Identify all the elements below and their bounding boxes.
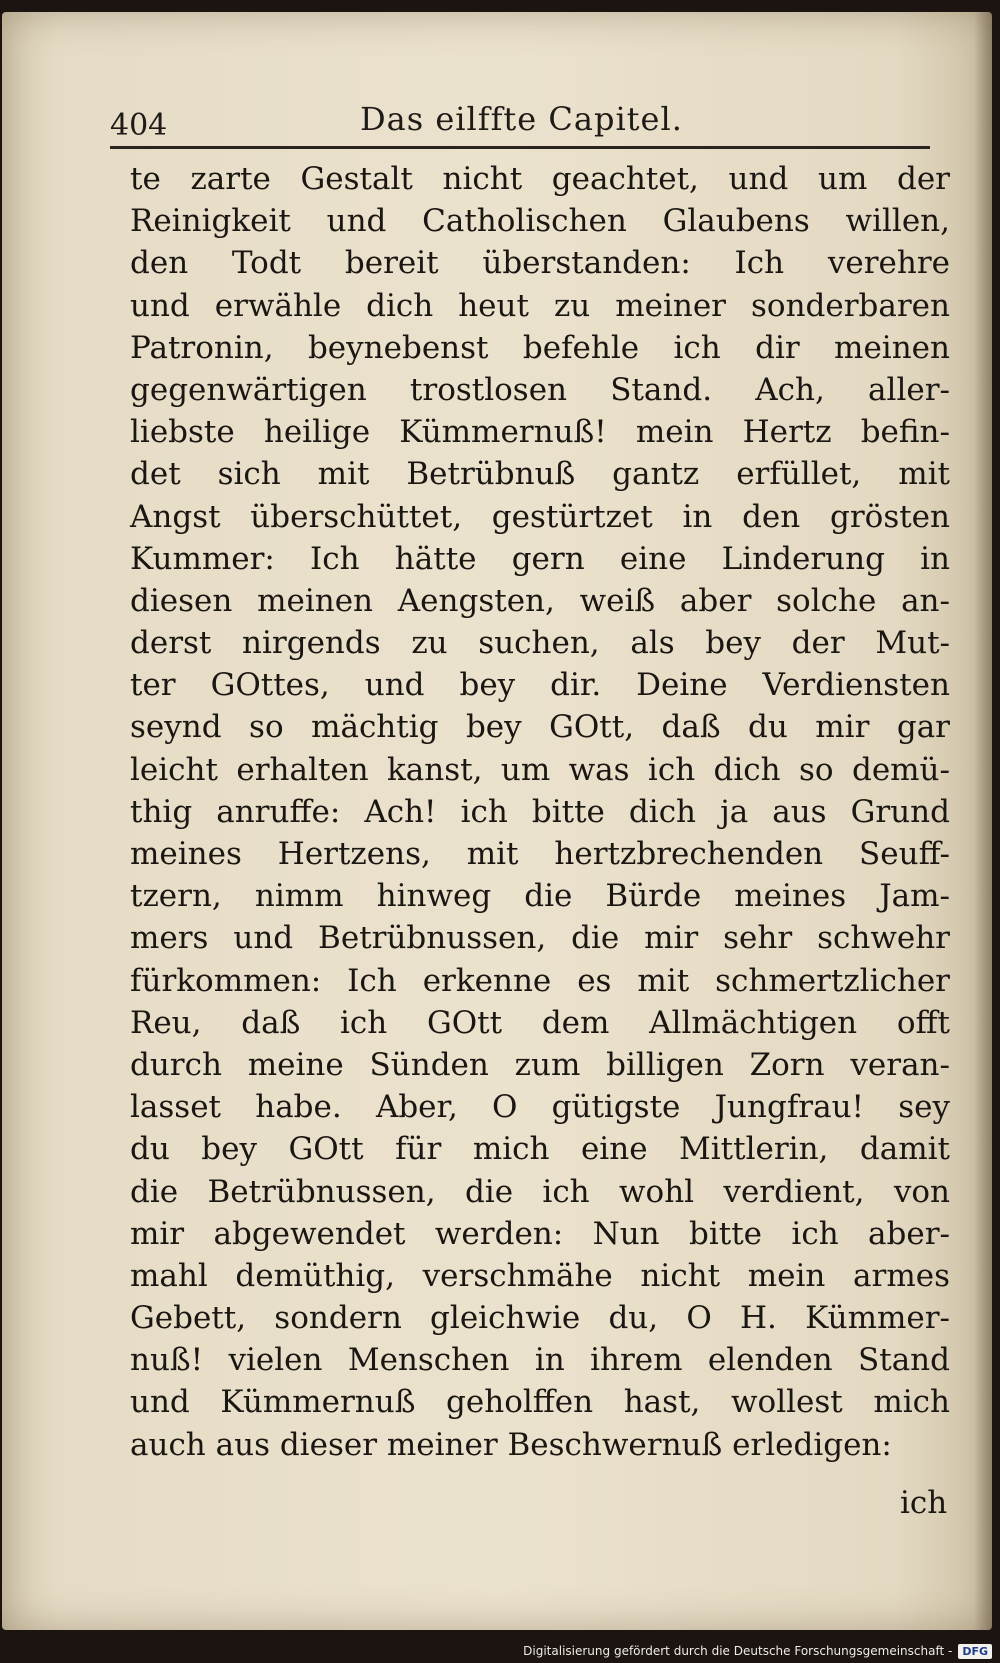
- header-rule: [110, 146, 930, 149]
- text-line: gegenwärtigen trostlosen Stand. Ach, aller-: [130, 371, 950, 408]
- text-line: du bey GOtt für mich eine Mittlerin, damit: [130, 1131, 950, 1168]
- page-number: 404: [110, 108, 168, 143]
- text-line: te zarte Gestalt nicht geachtet, und um der: [130, 161, 950, 197]
- text-line: auch aus dieser meiner Beschwernuß erledigen:: [130, 1426, 892, 1463]
- page-header: [110, 100, 930, 144]
- text-line: meines Hertzens, mit hertzbrechenden Seuff-: [130, 836, 950, 872]
- page-edge-shadow: [974, 12, 992, 1630]
- text-line: mir abgewendet werden: Nun bitte ich aber-: [130, 1215, 950, 1252]
- text-line: ter GOttes, und bey dir. Deine Verdiensten: [130, 667, 950, 704]
- text-line: Angst überschüttet, gestürtzet in den grösten: [130, 498, 950, 535]
- footer-credit: Digitalisierung gefördert durch die Deutsche Forschungsgemeinschaft -: [523, 1644, 953, 1658]
- text-line: Reinigkeit und Catholischen Glaubens willen,: [130, 203, 950, 240]
- text-line: mahl demüthig, verschmähe nicht mein armes: [130, 1257, 950, 1294]
- digitization-footer: [523, 1641, 992, 1661]
- dfg-logo: DFG: [958, 1644, 992, 1659]
- text-line: lasset habe. Aber, O gütigste Jungfrau! sey: [130, 1089, 950, 1126]
- text-line: den Todt bereit überstanden: Ich verehre: [130, 245, 950, 282]
- text-line: nuß! vielen Menschen in ihrem elenden Stand: [130, 1342, 950, 1379]
- text-line: und erwähle dich heut zu meiner sonderbaren: [130, 287, 950, 324]
- text-line: Reu, daß ich GOtt dem Allmächtigen offt: [130, 1004, 950, 1041]
- text-line: thig anruffe: Ach! ich bitte dich ja aus Grund: [130, 793, 950, 830]
- text-line: leicht erhalten kanst, um was ich dich so demü-: [130, 751, 950, 788]
- text-line: durch meine Sünden zum billigen Zorn veran-: [130, 1046, 950, 1083]
- text-line: seynd so mächtig bey GOtt, daß du mir gar: [130, 709, 950, 746]
- text-line: liebste heilige Kümmernuß! mein Hertz befin-: [130, 414, 950, 451]
- text-line: derst nirgends zu suchen, als bey der Mut-: [130, 625, 950, 662]
- text-line: Patronin, beynebenst befehle ich dir meinen: [130, 329, 950, 366]
- text-line: fürkommen: Ich erkenne es mit schmertzlicher: [130, 962, 950, 999]
- running-head: Das eilffte Capitel.: [360, 100, 683, 138]
- text-line: diesen meinen Aengsten, weiß aber solche an-: [130, 582, 950, 619]
- body-text: [130, 158, 950, 1466]
- text-line: und Kümmernuß geholffen hast, wollest mich: [130, 1384, 950, 1421]
- text-line: die Betrübnussen, die ich wohl verdient, von: [130, 1173, 950, 1210]
- text-line: Kummer: Ich hätte gern eine Linderung in: [130, 540, 950, 577]
- text-line: det sich mit Betrübnuß gantz erfüllet, mit: [130, 456, 950, 493]
- catchword: ich: [900, 1485, 948, 1521]
- text-line: Gebett, sondern gleichwie du, O H. Kümmer-: [130, 1300, 950, 1337]
- text-line: tzern, nimm hinweg die Bürde meines Jam-: [130, 878, 950, 915]
- text-line: mers und Betrübnussen, die mir sehr schwehr: [130, 920, 950, 957]
